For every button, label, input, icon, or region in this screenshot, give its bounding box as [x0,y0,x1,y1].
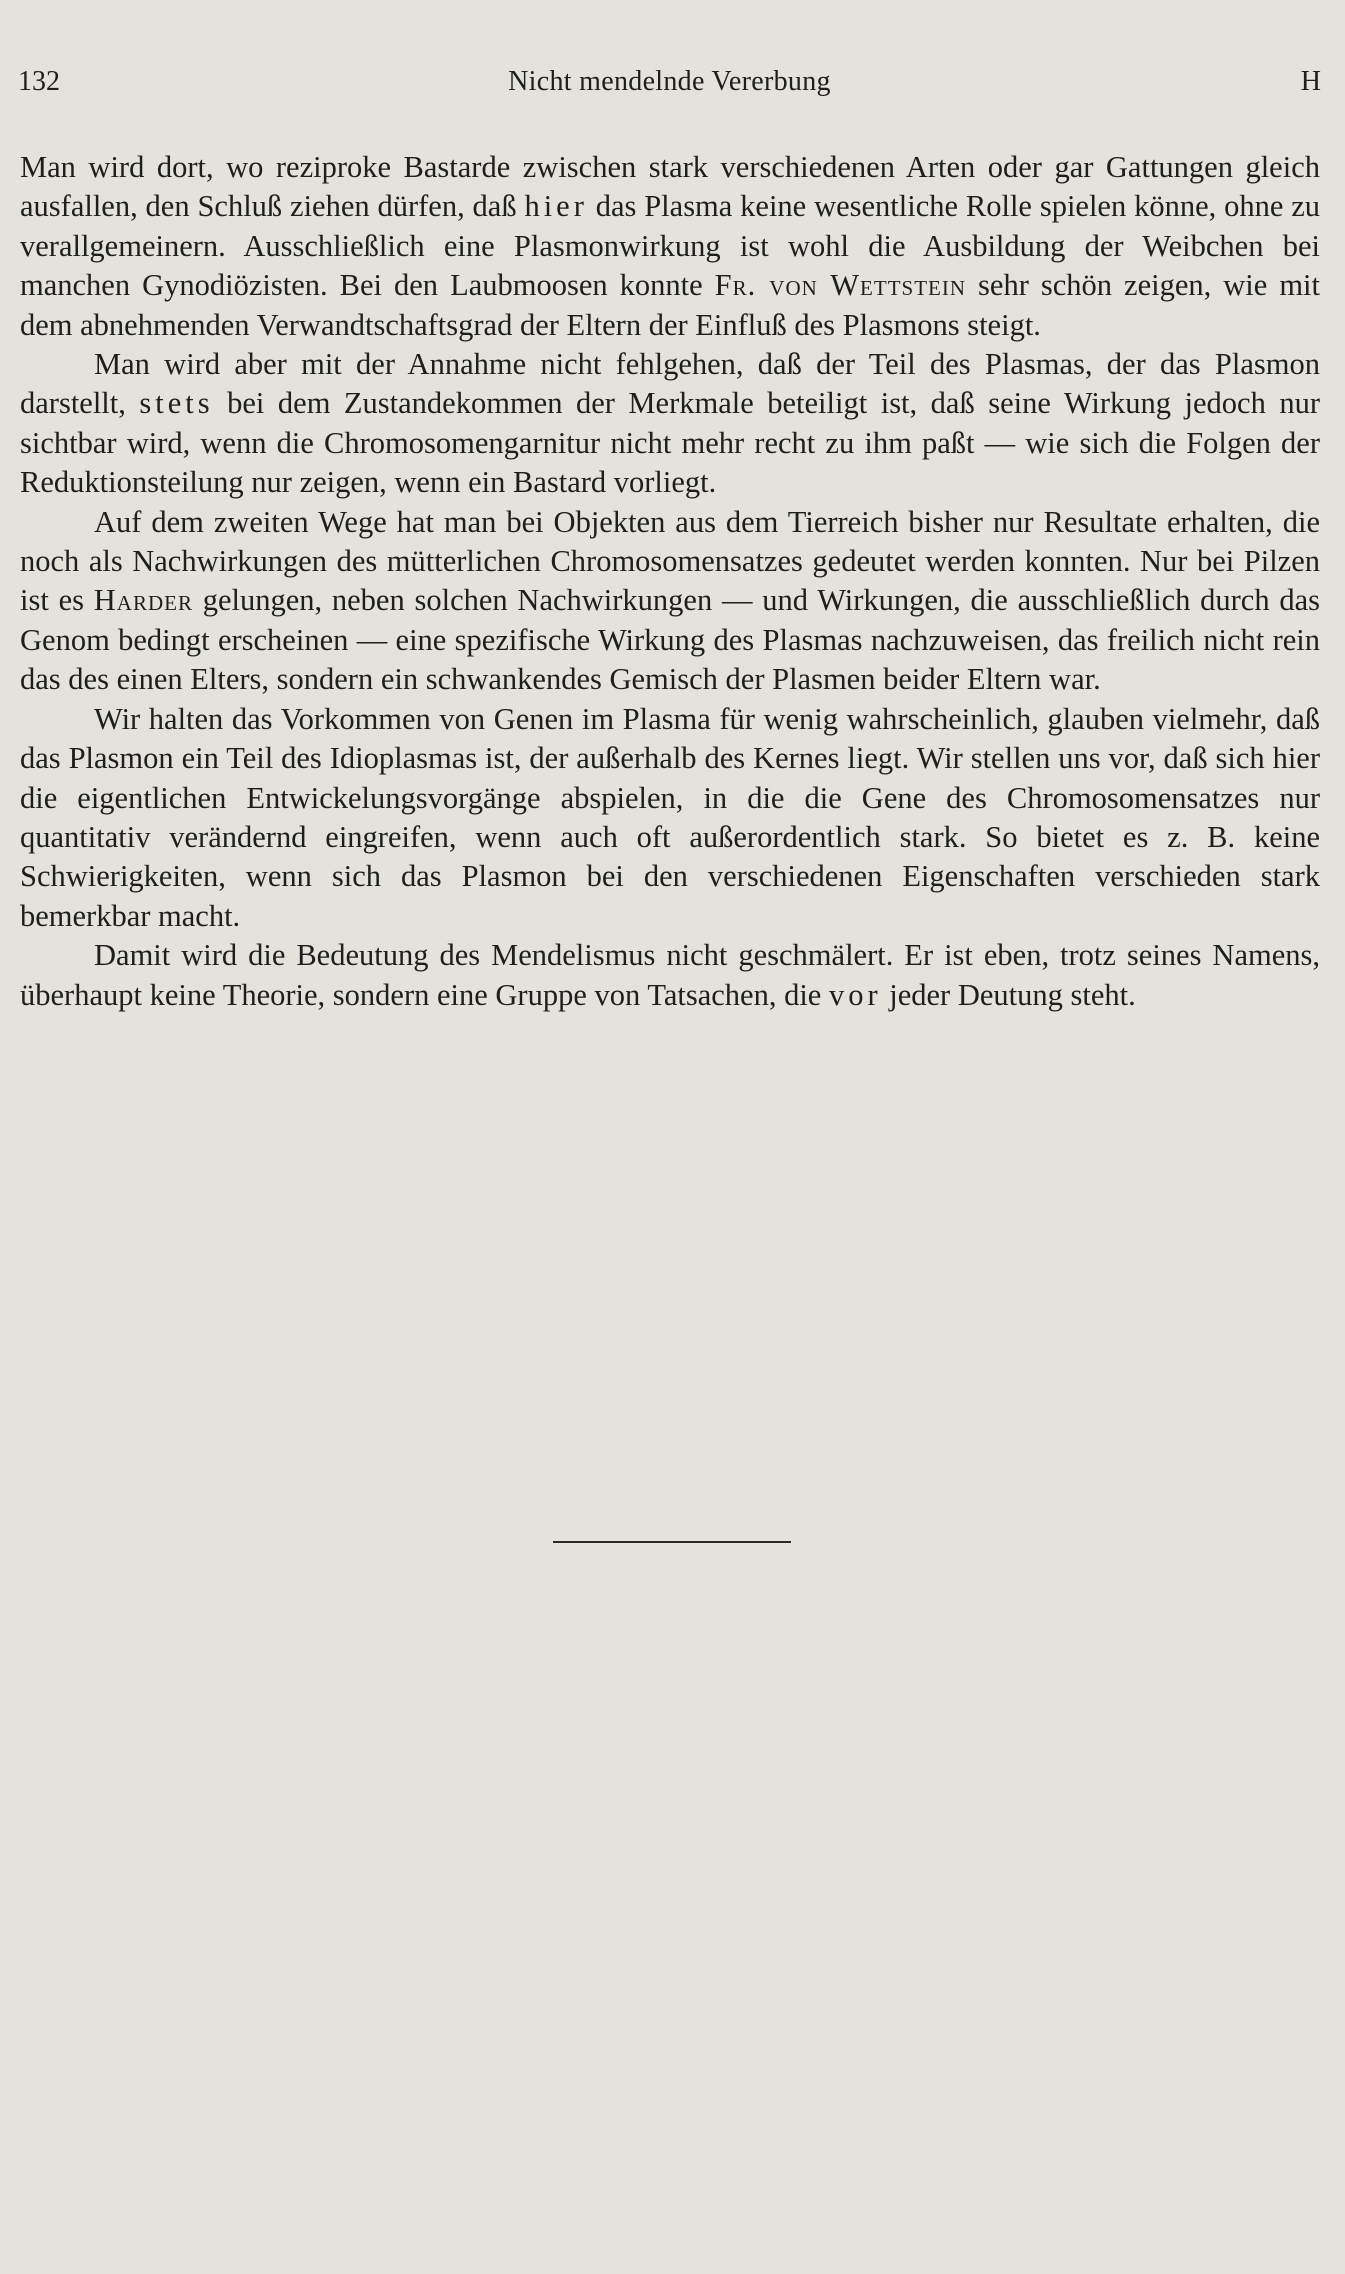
text-run: Man wird aber mit der Annahme nicht fehlgehen, daß der Teil des Plasmas, der das Plasmon darstellt, [20,347,1320,421]
page-number: 132 [18,66,60,97]
spaced-emphasis: stets [139,386,214,421]
spaced-emphasis: hier [524,189,588,224]
author-name: Harder [93,583,193,618]
running-title: Nicht mendelnde Vererbung [508,66,831,97]
author-name: Fr. von Wettstein [714,268,967,303]
running-header [18,60,1321,104]
paragraph-1 [20,148,1320,345]
text-run: sehr schön zeigen, wie mit dem abnehmenden Verwandtschaftsgrad der Eltern der Einfluß des Plasmons steigt. [20,268,1320,342]
text-run: Damit wird die Bedeutung des Mendelismus nicht geschmälert. Er ist eben, trotz seines Namens, überhaupt keine Theorie, sondern eine Gruppe von Tatsachen, die [20,938,1320,1012]
text-run: bei dem Zustandekommen der Merkmale beteiligt ist, daß seine Wirkung jedoch nur sichtbar wird, wenn die Chromosomengarnitur nicht mehr recht zu ihm paßt — wie sich die Folgen der Reduktionsteilung nur zeigen, wenn ein Bastard vorliegt. [20,386,1321,500]
text-run: Wir halten das Vorkommen von Genen im Plasma für wenig wahrscheinlich, glauben vielmehr, daß das Plasmon ein Teil des Idioplasmas ist, der außerhalb des Kernes liegt. Wir stellen uns vor, daß sich hier die eigentlichen Entwickelungsvorgänge abspielen, in die die Gene des Chromosomensatzes nur quantitativ verändernd eingreifen, wenn auch oft außerordentlich stark. So bietet es z. B. keine Schwierigkeiten, wenn sich das Plasmon bei den verschiedenen Eigenschaften verschieden stark bemerkbar macht. [20,701,1320,933]
text-run: Man wird dort, wo reziproke Bastarde zwischen stark verschiedenen Arten oder gar Gattungen gleich ausfallen, den Schluß ziehen dürfen, daß [20,150,1320,224]
section-end-rule [553,1541,791,1543]
paragraph-4 [20,700,1320,936]
text-run: das Plasma keine wesentliche Rolle spielen könne, ohne zu verallgemeinern. Ausschließlich eine Plasmonwirkung ist wohl die Ausbildung der Weibchen bei manchen Gynodiözisten. Bei den Laubmoosen konnte [20,189,1321,303]
paragraph-5 [20,936,1320,1015]
paragraph-3 [20,503,1320,700]
text-run: jeder Deutung steht. [881,977,1136,1012]
text-run: Auf dem zweiten Wege hat man bei Objekten aus dem Tierreich bisher nur Resultate erhalten, die noch als Nachwirkungen des mütterlichen Chromosomensatzes gedeutet werden konnten. Nur bei Pilzen ist es [20,504,1320,618]
spaced-emphasis: vor [828,977,882,1012]
body-text [20,148,1320,1015]
section-mark: H [1300,66,1321,97]
paragraph-2 [20,345,1320,503]
text-run: gelungen, neben solchen Nachwirkungen — und Wirkungen, die ausschließlich durch das Genom bedingt erscheinen — eine spezifische Wirkung des Plasmas nachzuweisen, das freilich nicht rein das des einen Elters, sondern ein schwankendes Gemisch der Plasmen beider Eltern war. [20,583,1320,697]
